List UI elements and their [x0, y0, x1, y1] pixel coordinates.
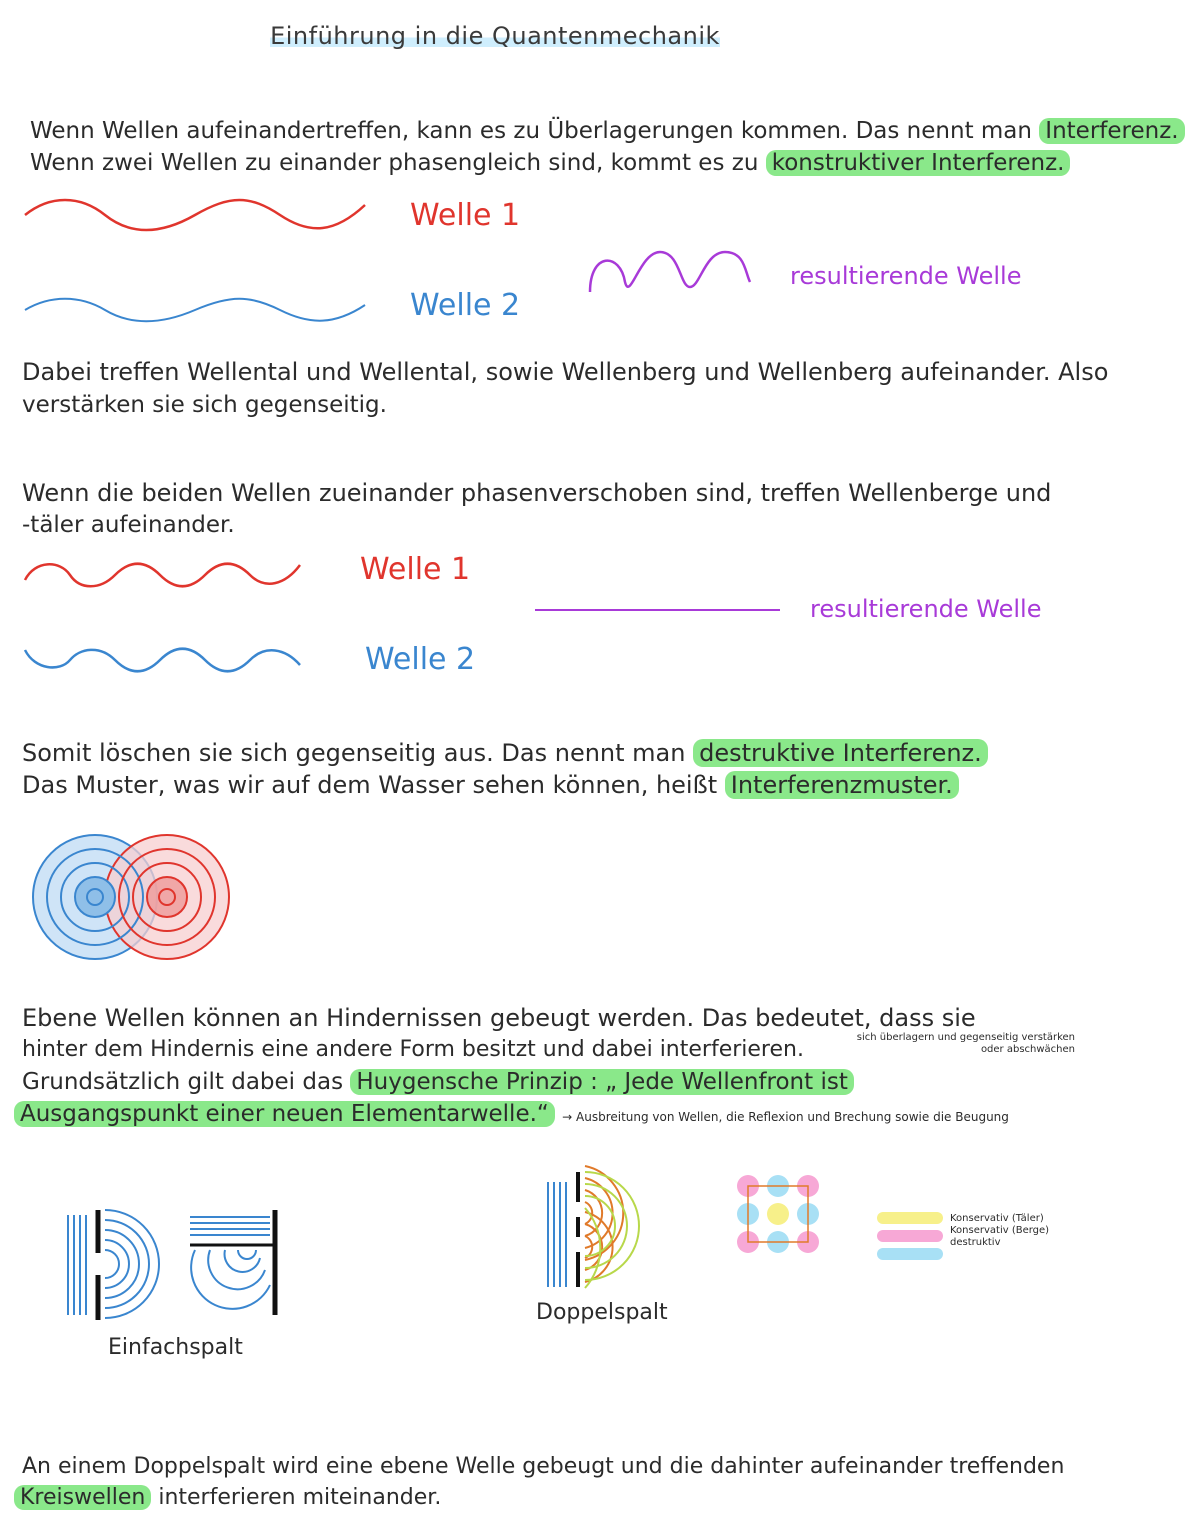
legend-swatches	[875, 1210, 945, 1265]
paragraph-1-line-1	[30, 116, 1185, 146]
wave-2-in-phase	[20, 290, 380, 330]
paragraph-5-line-3	[22, 1067, 854, 1097]
paragraph-3-line-1: Wenn die beiden Wellen zueinander phasenverschoben sind, treffen Wellenberge und	[22, 479, 1052, 507]
single-slit-diagram	[60, 1205, 300, 1325]
paragraph-5-line-1: Ebene Wellen können an Hindernissen gebeugt werden. Das bedeutet, dass sie	[22, 1004, 976, 1032]
paragraph-5-line-2: hinter dem Hindernis eine andere Form besitzt und dabei interferieren.	[22, 1037, 804, 1062]
paragraph-1-line-2	[30, 148, 1070, 178]
side-note	[845, 1032, 1075, 1056]
p6-text-2: interferieren miteinander.	[158, 1485, 442, 1510]
legend-labels	[950, 1213, 1060, 1249]
wave-2-shifted	[20, 640, 310, 680]
p5-text-3: Grundsätzlich gilt dabei das	[22, 1069, 344, 1095]
wave-2-label: Welle 2	[410, 288, 521, 323]
highlight-interferenzmuster: Interferenzmuster.	[725, 771, 959, 799]
paragraph-6-line-2	[14, 1483, 441, 1513]
paragraph-5-line-4	[14, 1099, 1009, 1132]
resulting-wave-label-2: resultierende Welle	[810, 595, 1042, 623]
single-slit-label: Einfachspalt	[108, 1335, 243, 1360]
page-title: Einführung in die Quantenmechanik	[270, 22, 720, 50]
p5-note-4: → Ausbreitung von Wellen, die Reflexion und Brechung sowie die Beugung	[562, 1110, 1009, 1124]
highlight-destruktive-interferenz: destruktive Interferenz.	[693, 739, 988, 767]
wave-1-shifted	[20, 555, 310, 595]
p1-text-2: Wenn zwei Wellen zu einander phasengleich sind, kommt es zu	[30, 150, 759, 176]
highlight-huygens-2: Ausgangspunkt einer neuen Elementarwelle.“	[14, 1101, 555, 1127]
p1-text: Wenn Wellen aufeinandertreffen, kann es zu Überlagerungen kommen. Das nennt man	[30, 118, 1032, 144]
resulting-wave-label-1: resultierende Welle	[790, 262, 1022, 290]
double-slit-label: Doppelspalt	[536, 1300, 668, 1325]
paragraph-2-line-1: Dabei treffen Wellental und Wellental, sowie Wellenberg und Wellenberg aufeinander. Also	[22, 358, 1109, 386]
interference-pattern-circles	[25, 825, 245, 975]
legend-label-1: Konservativ (Täler)	[950, 1213, 1044, 1224]
p4-text-2: Das Muster, was wir auf dem Wasser sehen können, heißt	[22, 771, 718, 799]
legend-label-2: Konservativ (Berge)	[950, 1225, 1050, 1236]
legend-label-3: destruktiv	[950, 1237, 1001, 1248]
side-note-line-2: oder abschwächen	[980, 1044, 1075, 1055]
paragraph-6-line-1: An einem Doppelspalt wird eine ebene Welle gebeugt und die dahinter aufeinander treffenden	[22, 1454, 1065, 1479]
resulting-wave-constructive	[585, 242, 755, 302]
p4-text: Somit löschen sie sich gegenseitig aus. Das nennt man	[22, 739, 686, 767]
resulting-flat-line	[535, 605, 785, 615]
wave-2-shifted-label: Welle 2	[365, 642, 476, 677]
highlight-konstruktive-interferenz: konstruktiver Interferenz.	[766, 150, 1071, 176]
double-slit-diagram	[540, 1162, 690, 1292]
paragraph-2-line-2: verstärken sie sich gegenseitig.	[22, 392, 387, 418]
paragraph-4-line-1	[22, 738, 988, 768]
wave-1-shifted-label: Welle 1	[360, 552, 471, 587]
side-note-line-1: sich überlagern und gegenseitig verstärken	[856, 1032, 1075, 1043]
interference-dot-grid	[735, 1172, 825, 1262]
highlight-interferenz: Interferenz.	[1039, 118, 1184, 144]
wave-1-in-phase	[20, 195, 380, 235]
highlight-kreiswellen: Kreiswellen	[14, 1485, 151, 1510]
paragraph-4-line-2	[22, 770, 959, 800]
highlight-huygens-1: Huygensche Prinzip : „ Jede Wellenfront ist	[350, 1069, 854, 1095]
wave-1-label: Welle 1	[410, 198, 521, 233]
paragraph-3-line-2: -täler aufeinander.	[22, 512, 235, 538]
